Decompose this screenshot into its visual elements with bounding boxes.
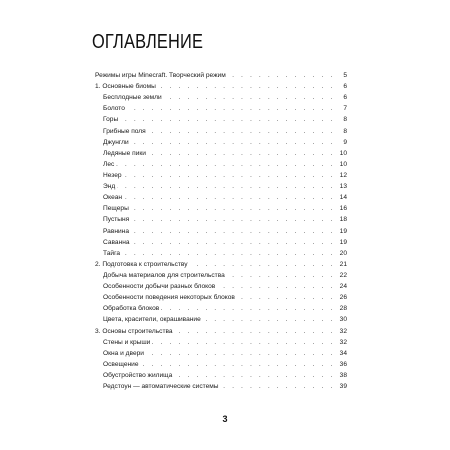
toc-entry-page-number: 10 — [335, 148, 347, 159]
toc-entry-title: Болото — [103, 103, 127, 114]
toc-entry-title: Энд — [103, 181, 117, 192]
toc-section-entry[interactable] — [95, 237, 347, 248]
toc-entry-title: Пустыня — [103, 214, 131, 225]
toc-entry-page-number: 38 — [335, 370, 347, 381]
toc-chapter-entry[interactable] — [95, 259, 347, 270]
toc-entry-title: Особенности добычи разных блоков — [103, 281, 217, 292]
toc-section-entry[interactable] — [95, 181, 347, 192]
toc-entry-page-number: 39 — [335, 381, 347, 392]
toc-entry-page-number: 18 — [335, 214, 347, 225]
toc-section-entry[interactable] — [95, 370, 347, 381]
toc-section-entry[interactable] — [95, 126, 347, 137]
toc-chapter-entry[interactable] — [95, 70, 347, 81]
dot-leader — [221, 382, 335, 393]
toc-entry-page-number: 5 — [335, 70, 347, 81]
toc-section-entry[interactable] — [95, 92, 347, 103]
toc-entry-page-number: 6 — [335, 81, 347, 92]
toc-chapter-entry[interactable] — [95, 81, 347, 92]
toc-entry-title: 3. Основы строительства — [95, 326, 175, 337]
toc-entry-title: Ледяные пики — [103, 148, 148, 159]
toc-entry-page-number: 20 — [335, 248, 347, 259]
toc-section-entry[interactable] — [95, 137, 347, 148]
toc-entry-page-number: 10 — [335, 159, 347, 170]
toc-entry-page-number: 8 — [335, 126, 347, 137]
toc-section-entry[interactable] — [95, 148, 347, 159]
toc-entry-page-number: 19 — [335, 226, 347, 237]
toc-entry-title: 2. Подготовка к строительству — [95, 259, 190, 270]
toc-entry-page-number: 22 — [335, 270, 347, 281]
toc-section-entry[interactable] — [95, 314, 347, 325]
toc-section-entry[interactable] — [95, 270, 347, 281]
toc-section-entry[interactable] — [95, 292, 347, 303]
toc-section-entry[interactable] — [95, 337, 347, 348]
toc-section-entry[interactable] — [95, 214, 347, 225]
toc-entry-page-number: 21 — [335, 259, 347, 270]
toc-section-entry[interactable] — [95, 159, 347, 170]
toc-entry-page-number: 30 — [335, 314, 347, 325]
toc-entry-title: Цвета, красители, окрашивание — [103, 314, 203, 325]
page-title: ОГЛАВЛЕНИЕ — [92, 31, 204, 53]
toc-entry-title: Окна и двери — [103, 348, 146, 359]
table-of-contents — [95, 70, 347, 392]
toc-section-entry[interactable] — [95, 248, 347, 259]
toc-entry-title: Редстоун — автоматические системы — [103, 381, 221, 392]
toc-entry-title: Тайга — [103, 248, 122, 259]
toc-section-entry[interactable] — [95, 348, 347, 359]
toc-entry-page-number: 24 — [335, 281, 347, 292]
toc-entry-title: Океан — [103, 192, 124, 203]
toc-section-entry[interactable] — [95, 359, 347, 370]
toc-entry-page-number: 7 — [335, 103, 347, 114]
toc-section-entry[interactable] — [95, 281, 347, 292]
toc-entry-page-number: 9 — [335, 137, 347, 148]
toc-section-entry[interactable] — [95, 381, 347, 392]
toc-entry-page-number: 36 — [335, 359, 347, 370]
toc-entry-page-number: 12 — [335, 170, 347, 181]
toc-section-entry[interactable] — [95, 170, 347, 181]
toc-section-entry[interactable] — [95, 103, 347, 114]
toc-entry-title: Горы — [103, 114, 120, 125]
toc-entry-title: Лес — [103, 159, 116, 170]
toc-entry-title: Незер — [103, 170, 124, 181]
toc-entry-page-number: 16 — [335, 203, 347, 214]
toc-entry-page-number: 14 — [335, 192, 347, 203]
toc-entry-page-number: 26 — [335, 292, 347, 303]
toc-section-entry[interactable] — [95, 114, 347, 125]
toc-entry-title: Бесплодные земли — [103, 92, 164, 103]
toc-entry-title: Обработка блоков — [103, 303, 161, 314]
toc-entry-page-number: 6 — [335, 92, 347, 103]
toc-entry-page-number: 8 — [335, 114, 347, 125]
toc-entry-title: Добыча материалов для строительства — [103, 270, 227, 281]
toc-entry-title: Пещеры — [103, 203, 131, 214]
toc-section-entry[interactable] — [95, 303, 347, 314]
toc-entry-title: Режимы игры Minecraft. Творческий режим — [95, 70, 228, 81]
toc-entry-page-number: 28 — [335, 303, 347, 314]
toc-entry-title: Обустройство жилища — [103, 370, 174, 381]
toc-section-entry[interactable] — [95, 192, 347, 203]
page-number: 3 — [222, 414, 228, 424]
toc-section-entry[interactable] — [95, 226, 347, 237]
toc-entry-title: 1. Основные биомы — [95, 81, 158, 92]
toc-entry-page-number: 34 — [335, 348, 347, 359]
toc-entry-page-number: 13 — [335, 181, 347, 192]
toc-entry-title: Джунгли — [103, 137, 131, 148]
toc-section-entry[interactable] — [95, 203, 347, 214]
toc-entry-title: Освещение — [103, 359, 141, 370]
toc-chapter-entry[interactable] — [95, 326, 347, 337]
toc-entry-page-number: 19 — [335, 237, 347, 248]
toc-entry-title: Грибные поля — [103, 126, 148, 137]
toc-entry-title: Особенности поведения некоторых блоков — [103, 292, 237, 303]
toc-entry-title: Стены и крыши — [103, 337, 152, 348]
toc-entry-title: Саванна — [103, 237, 132, 248]
toc-entry-title: Равнина — [103, 226, 131, 237]
toc-entry-page-number: 32 — [335, 337, 347, 348]
toc-entry-page-number: 32 — [335, 326, 347, 337]
